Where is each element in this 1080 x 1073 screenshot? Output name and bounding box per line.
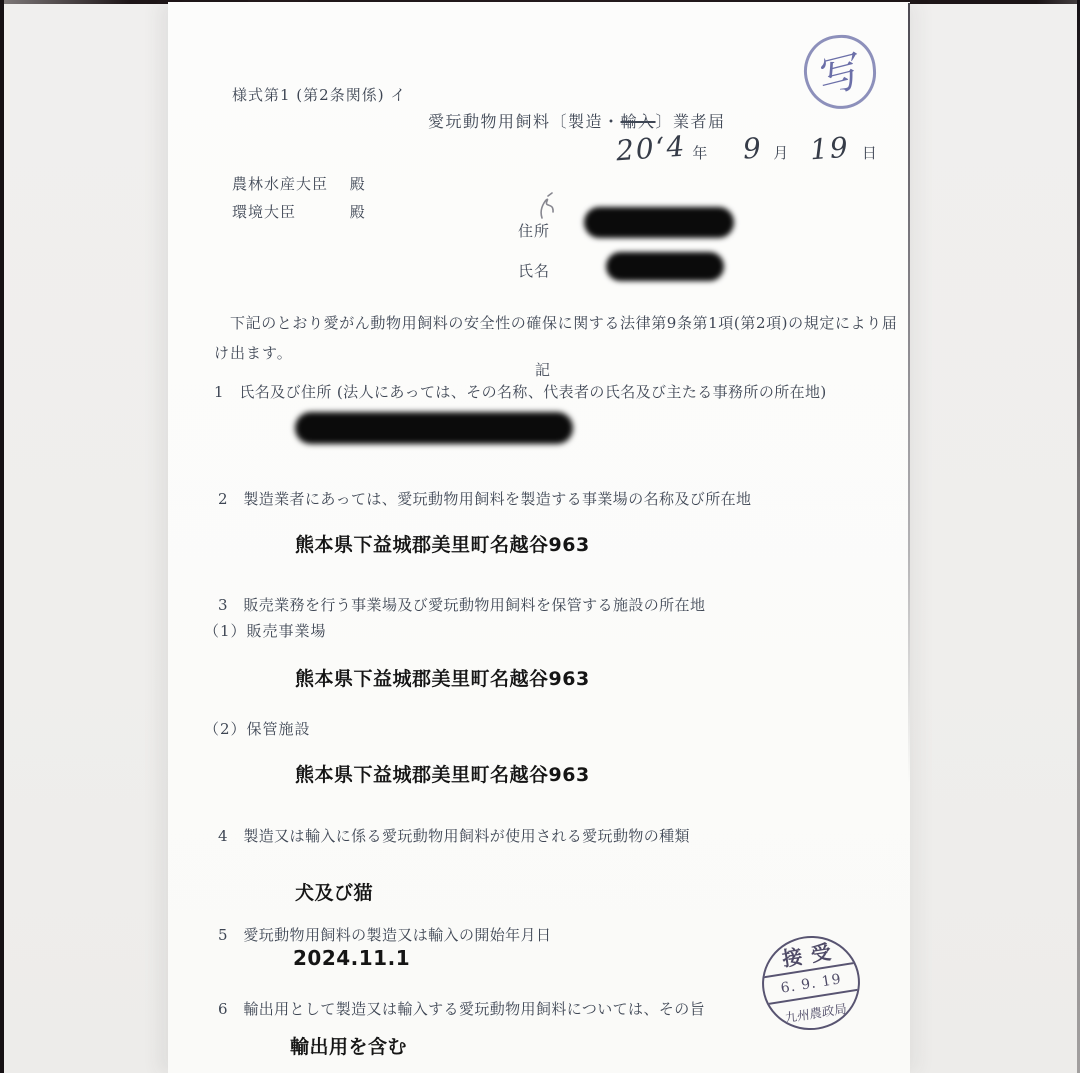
item-2-label: 2 製造業者にあっては、愛玩動物用飼料を製造する事業場の名称及び所在地	[218, 490, 752, 508]
item-1-label: 1 氏名及び住所 (法人にあっては、その名称、代表者の氏名及び主たる事務所の所在地)	[214, 383, 827, 401]
item-4-answer: 犬及び猫	[295, 882, 374, 904]
handwritten-scribble	[534, 192, 560, 222]
address-label: 住所	[518, 222, 551, 240]
paper-right-edge-shadow	[908, 3, 910, 783]
item-3-label: 3 販売業務を行う事業場及び愛玩動物用飼料を保管する施設の所在地	[218, 596, 706, 614]
record-heading: 記	[535, 361, 552, 379]
item-5-answer: 2024.11.1	[293, 946, 411, 970]
date-year-label: 年	[692, 144, 708, 162]
form-code: 様式第1 (第2条関係) イ	[232, 86, 407, 104]
body-paragraph-line1: 下記のとおり愛がん動物用飼料の安全性の確保に関する法律第9条第1項(第2項)の規定により届	[230, 314, 898, 332]
addressee-maff	[232, 173, 366, 194]
form-title-struck-word: 輸入	[620, 112, 656, 131]
item-3-sub2-answer: 熊本県下益城郡美里町名越谷963	[295, 764, 590, 786]
date-day-label: 日	[861, 144, 877, 162]
addressee-env	[232, 201, 366, 222]
item-4-label: 4 製造又は輸入に係る愛玩動物用飼料が使用される愛玩動物の種類	[218, 827, 690, 845]
addressee-maff-honorific: 殿	[349, 175, 366, 193]
form-title	[428, 109, 726, 132]
receipt-stamp	[755, 929, 866, 1037]
receipt-stamp-date: 6. 9. 19	[757, 961, 866, 1006]
receipt-stamp-title: 接受	[780, 938, 842, 972]
item-3-sub1-label: （1）販売事業場	[204, 622, 327, 640]
addressee-maff-name: 農林水産大臣	[232, 175, 329, 193]
redaction-bar-address	[584, 207, 734, 238]
item-3-sub1-answer: 熊本県下益城郡美里町名越谷963	[295, 668, 590, 690]
submission-date	[614, 129, 877, 168]
item-5-label: 5 愛玩動物用飼料の製造又は輸入の開始年月日	[218, 926, 552, 944]
body-paragraph-line2: け出ます。	[214, 344, 293, 362]
item-3-sub2-label: （2）保管施設	[204, 720, 311, 738]
date-year-handwritten: 20ʻ4	[614, 129, 688, 168]
photo-left-edge	[0, 0, 4, 1073]
item-6-label: 6 輸出用として製造又は輸入する愛玩動物用飼料については、その旨	[218, 1000, 706, 1018]
form-title-prefix: 愛玩動物用飼料〔製造・	[428, 112, 621, 131]
document-page	[168, 2, 910, 1073]
copy-stamp-character: 写	[817, 44, 864, 105]
date-month-label: 月	[773, 144, 789, 162]
form-title-suffix: 〕業者届	[655, 112, 726, 131]
receipt-stamp-office: 九州農政局	[784, 1000, 848, 1026]
date-day-handwritten: 19	[809, 130, 851, 167]
item-2-answer: 熊本県下益城郡美里町名越谷963	[295, 534, 590, 556]
redaction-bar-item1	[295, 412, 573, 444]
addressee-env-honorific: 殿	[349, 203, 366, 221]
addressee-env-name: 環境大臣	[232, 203, 297, 221]
item-6-answer: 輸出用を含む	[290, 1036, 408, 1058]
name-label: 氏名	[518, 262, 551, 280]
date-month-handwritten: 9	[742, 131, 765, 166]
copy-stamp	[801, 32, 879, 112]
redaction-bar-name	[606, 252, 724, 281]
